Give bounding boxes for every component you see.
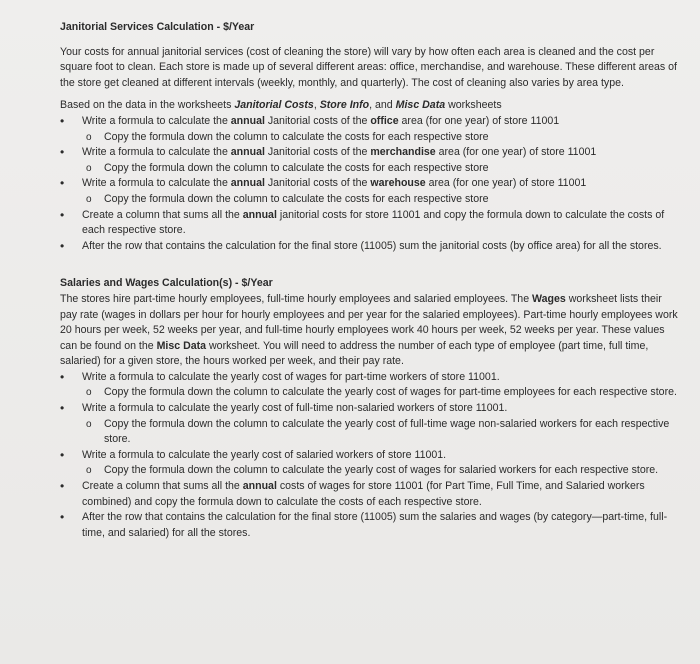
worksheet-wages: Wages (532, 292, 566, 305)
bullet-text: Janitorial costs of the (264, 146, 371, 159)
sub-bullet-copy-formula: o Copy the formula down the column to calculate the costs for each respective store (82, 161, 680, 177)
bullet-text: Write a formula to calculate the yearly cost of wages for part-time workers of store 11001. (82, 370, 500, 383)
intro-text: worksheet. You will need to address the number of each type of employee (part time, full time, salaried) for a given store, the hours worked per week, and their pay rate. (60, 339, 649, 368)
salaries-bullet-full-time (60, 401, 680, 448)
janitorial-bullet-sum-column (60, 208, 680, 239)
janitorial-bullet-warehouse (60, 176, 680, 207)
based-prefix: Based on the data in the worksheets (60, 99, 235, 112)
salaries-bullet-list (60, 370, 680, 542)
sub-bullet-copy-formula: o Copy the formula down the column to calculate the yearly cost of wages for part-time employees for each respective store. (82, 385, 680, 401)
janitorial-bullet-list (60, 114, 680, 254)
bullet-bold-area: office (370, 114, 399, 127)
sub-bullet-copy-formula: o Copy the formula down the column to calculate the yearly cost of full-time wage non-salaried workers for each respective store. (82, 417, 680, 448)
bullet-bold-annual: annual (230, 146, 265, 159)
bullet-bold-annual: annual (242, 480, 277, 493)
janitorial-section-title: Janitorial Services Calculation - $/Year (60, 21, 255, 33)
janitorial-bullet-office (60, 114, 680, 145)
bullet-text: area (for one year) of store 11001 (425, 177, 587, 190)
based-suffix: worksheets (445, 99, 502, 112)
worksheets-reference-line (60, 98, 680, 114)
salaries-bullet-part-time (60, 370, 680, 401)
sub-list (82, 130, 680, 146)
bullet-bold-annual: annual (230, 177, 265, 190)
bullet-text: Write a formula to calculate the (82, 114, 231, 127)
bullet-text: area (for one year) of store 11001 (398, 114, 560, 127)
salaries-section-title: Salaries and Wages Calculation(s) - $/Year (60, 277, 273, 290)
salaries-intro-paragraph (60, 292, 680, 370)
salaries-bullet-salaried (60, 448, 680, 479)
sub-list (82, 463, 680, 479)
bullet-text: Janitorial costs of the (264, 114, 371, 127)
bullet-text: Create a column that sums all the (82, 208, 243, 221)
worksheet-misc-data: Misc Data (156, 339, 207, 352)
bullet-text: costs of wages for store 11001 (for Part Time, Full Time, and Salaried workers combined) and copy the formula down to calculate the costs of each respective store. (82, 480, 645, 508)
sub-list (82, 385, 680, 401)
intro-text: The stores hire part-time hourly employees, full-time hourly employees and salaried employees. The (60, 292, 533, 305)
worksheet-misc-data: Misc Data (395, 99, 446, 112)
bullet-bold-annual: annual (242, 208, 277, 221)
bullet-text: Write a formula to calculate the (82, 177, 231, 190)
janitorial-bullet-final-sum: • After the row that contains the calculation for the final store (11005) sum the janitorial costs (by office area) for all the stores. (60, 239, 680, 255)
bullet-text: area (for one year) of store 11001 (435, 146, 597, 159)
salaries-bullet-sum-column (60, 479, 680, 510)
sub-list (82, 192, 680, 208)
bullet-text: Write a formula to calculate the yearly cost of salaried workers of store 11001. (82, 448, 447, 461)
sub-list (82, 161, 680, 177)
worksheet-store-info: Store Info (319, 99, 370, 112)
sep-1: , (313, 99, 320, 112)
bullet-text: Write a formula to calculate the yearly cost of full-time non-salaried workers of store 11001. (82, 402, 508, 415)
janitorial-intro-paragraph: Your costs for annual janitorial services (cost of cleaning the store) will vary by how often each area is cleaned and the cost per square foot to clean. Each store is made up of several different areas: office, merchandise, and warehouse. These different areas of the store get cleaned at different intervals (weekly, monthly, and quarterly). The cost of cleaning also varies by area type. (60, 45, 677, 89)
bullet-text: Write a formula to calculate the (82, 146, 231, 159)
sub-bullet-copy-formula: o Copy the formula down the column to calculate the costs for each respective store (82, 130, 680, 146)
bullet-text: Janitorial costs of the (264, 177, 371, 190)
sub-bullet-copy-formula: o Copy the formula down the column to calculate the costs for each respective store (82, 192, 680, 208)
salaries-bullet-final-sum: • After the row that contains the calculation for the final store (11005) sum the salaries and wages (by category—part-time, full-time, and salaried) for all the stores. (60, 510, 680, 541)
sep-2: , and (369, 99, 396, 112)
bullet-text: Create a column that sums all the (82, 480, 243, 493)
bullet-bold-annual: annual (230, 114, 265, 127)
sub-bullet-copy-formula: o Copy the formula down the column to calculate the yearly cost of wages for salaried workers for each respective store. (82, 463, 680, 479)
bullet-bold-area: merchandise (370, 146, 436, 159)
sub-list (82, 417, 680, 448)
bullet-bold-area: warehouse (370, 177, 426, 190)
janitorial-bullet-merchandise (60, 145, 680, 176)
intro-text: worksheet lists their pay rate (wages in dollars per hour for hourly employees and per year for the salaried employees). Part-time hourly employees work 20 hours per week, 52 weeks per year, and full-time hourly employees work 40 hours per week, 52 weeks per year. These values can be found on the (60, 292, 678, 352)
worksheet-janitorial-costs: Janitorial Costs (234, 99, 314, 112)
bullet-text: janitorial costs for store 11001 and copy the formula down to calculate the costs of each respective store. (82, 208, 665, 237)
